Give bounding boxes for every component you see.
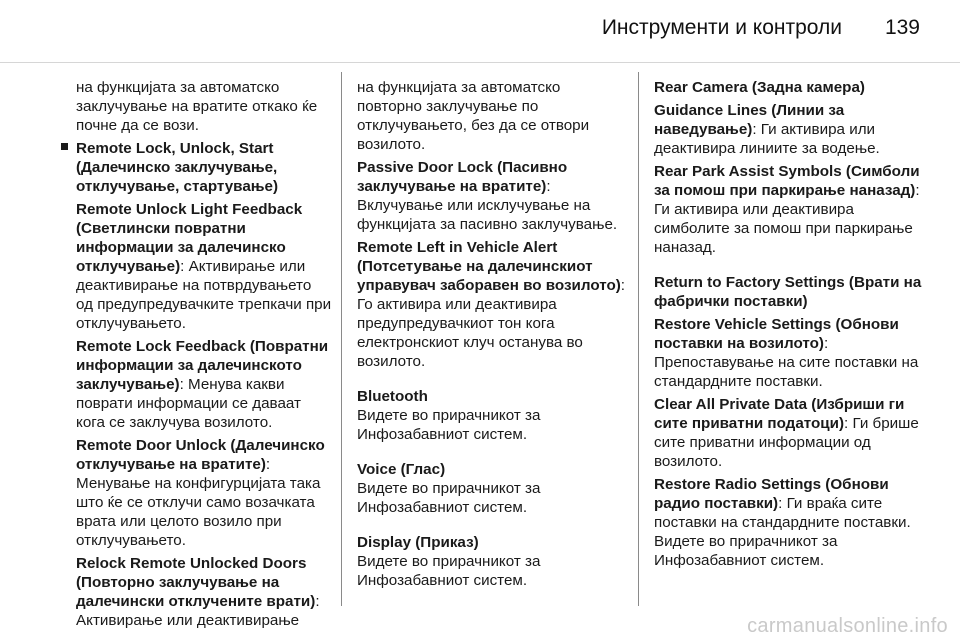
- setting-title: Restore Radio Settings (Обнови радио поставки): [654, 476, 889, 512]
- column-3: [654, 78, 932, 574]
- setting-desc: : Активирање или деактивирање на потврдувањето од предупредувачките трепкачи при отклучувањето.: [76, 258, 332, 332]
- setting-title: Remote Door Unlock (Далечинско отклучување на вратите): [76, 437, 325, 473]
- setting-desc: : Менување на конфигурцијата така што ќе се отклучи само возачката врата или целото возило при отклучувањето.: [76, 456, 321, 549]
- section-bluetooth: [357, 387, 627, 444]
- setting-desc: : Ги активира или деактивира линиите за водење.: [654, 121, 880, 157]
- setting-item: [654, 475, 932, 570]
- column-divider-2: [638, 72, 639, 606]
- setting-item: [357, 238, 627, 371]
- header-rule: [0, 62, 960, 63]
- col1-intro: на функцијата за автоматско заклучување на вратите откако ќе почне да се вози.: [76, 79, 318, 134]
- setting-desc: : Препоставување на сите поставки на стандардните поставки.: [654, 335, 919, 390]
- section-voice: [357, 460, 627, 517]
- section-text: Видете во прирачникот за Инфозабавниот систем.: [357, 407, 541, 443]
- column-1: [76, 78, 332, 634]
- setting-item: [654, 78, 932, 97]
- column-2: [357, 78, 627, 590]
- setting-title: Remote Left in Vehicle Alert (Потсетување на далечинскиот управувач заборавен во возилото): [357, 239, 621, 294]
- setting-desc: : Менува какви поврати информации се даваат кога се заклучува возилото.: [76, 376, 301, 431]
- setting-desc: : Активирање или деактивирање: [76, 593, 320, 629]
- setting-title: Remote Unlock Light Feedback (Светлински повратни информации за далечинско отклучување): [76, 201, 303, 275]
- setting-title: Restore Vehicle Settings (Обнови поставки на возилото): [654, 316, 899, 352]
- setting-item: [76, 337, 332, 432]
- setting-title: Rear Park Assist Symbols (Симболи за помош при паркирање наназад): [654, 163, 920, 199]
- setting-title: Guidance Lines (Линии за наведување): [654, 102, 845, 138]
- setting-item: [76, 200, 332, 333]
- setting-item: [76, 436, 332, 550]
- setting-item: [654, 395, 932, 471]
- setting-title: Clear All Private Data (Избриши ги сите приватни податоци): [654, 396, 905, 432]
- setting-desc: : Ги враќа сите поставки на стандардните поставки. Видете во прирачникот за Инфозабавниот систем.: [654, 495, 911, 569]
- section-factory-settings: [654, 273, 932, 311]
- setting-item: [654, 101, 932, 158]
- setting-title: Passive Door Lock (Пасивно заклучување на вратите): [357, 159, 568, 195]
- section-title: Bluetooth: [357, 388, 428, 405]
- section-title: Return to Factory Settings (Врати на фабрички поставки): [654, 274, 922, 310]
- setting-title: Rear Camera (Задна камера): [654, 79, 865, 96]
- setting-item: [357, 158, 627, 234]
- watermark: carmanualsonline.info: [747, 615, 948, 637]
- section-title: Voice (Глас): [357, 461, 446, 478]
- col2-intro: на функцијата за автоматско повторно заклучување по отклучувањето, без да се отвори возилото.: [357, 79, 590, 153]
- setting-item: [76, 554, 332, 630]
- setting-desc: : Ги активира или деактивира симболите за помош при паркирање наназад.: [654, 182, 920, 256]
- page-header: [0, 0, 960, 62]
- setting-title: Remote Lock Feedback (Повратни информации за далечинското заклучување): [76, 338, 329, 393]
- section-text: Видете во прирачникот за Инфозабавниот систем.: [357, 553, 541, 589]
- setting-item: [654, 315, 932, 391]
- page-number: 139: [884, 16, 920, 39]
- bullet-title: Remote Lock, Unlock, Start (Далечинско заклучување, отклучување, стартување): [76, 140, 279, 195]
- bullet-square-icon: [61, 143, 68, 150]
- setting-desc: : Вклучување или исклучување на функцијата за пасивно заклучување.: [357, 178, 618, 233]
- setting-desc: : Ги брише сите приватни информации од возилото.: [654, 415, 919, 470]
- setting-item: [654, 162, 932, 257]
- page-title: Инструменти и контроли: [601, 16, 842, 39]
- setting-title: Relock Remote Unlocked Doors (Повторно заклучување на далечински отклучените врати): [76, 555, 316, 610]
- section-text: Видете во прирачникот за Инфозабавниот систем.: [357, 480, 541, 516]
- column-divider-1: [341, 72, 342, 606]
- bullet-item: [76, 139, 332, 196]
- section-display: [357, 533, 627, 590]
- setting-desc: : Го активира или деактивира предупредувачкиот тон кога електронскиот клуч останува во возилото.: [357, 277, 626, 370]
- section-title: Display (Приказ): [357, 534, 479, 551]
